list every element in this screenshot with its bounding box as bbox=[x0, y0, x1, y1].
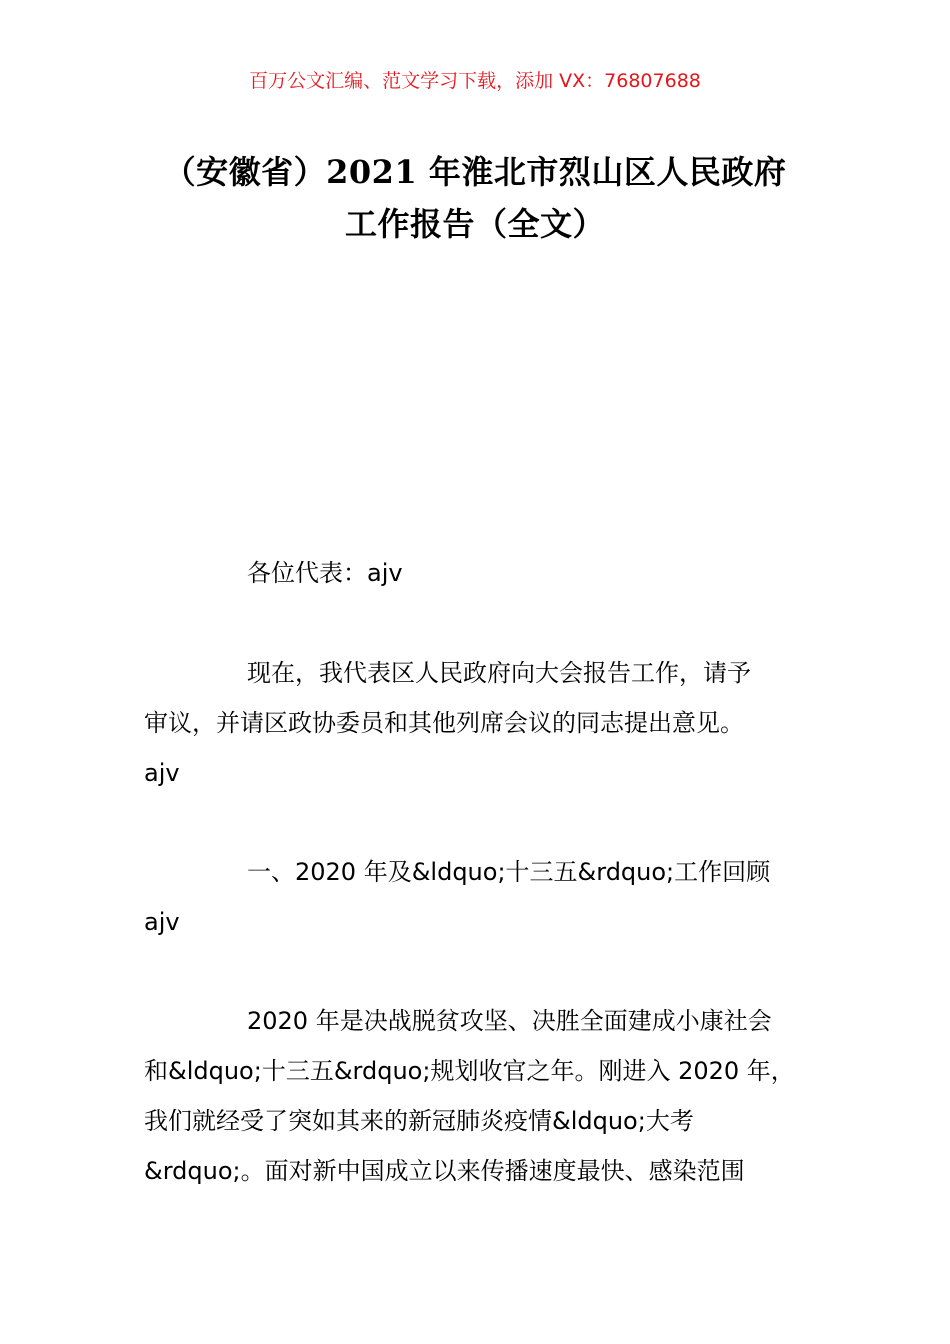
paragraph-1-line-1: 现在，我代表区人民政府向大会报告工作，请予 bbox=[247, 659, 751, 687]
salutation-text: 各位代表：ajv bbox=[247, 559, 403, 587]
section-heading-1-line-1: 一、2020 年及&ldquo;十三五&rdquo;工作回顾 bbox=[247, 858, 771, 886]
paragraph-1-line-2: 审议，并请区政协委员和其他列席会议的同志提出意见。 bbox=[144, 709, 744, 737]
paragraph-2-line-3: 我们就经受了突如其来的新冠肺炎疫情&ldquo;大考 bbox=[144, 1107, 694, 1135]
paragraph-2-line-1: 2020 年是决战脱贫攻坚、决胜全面建成小康社会 bbox=[247, 1007, 772, 1035]
paragraph-2-line-2: 和&ldquo;十三五&rdquo;规划收官之年。刚进入 2020 年， bbox=[144, 1057, 795, 1085]
paragraph-2-line-4: &rdquo;。面对新中国成立以来传播速度最快、感染范围 bbox=[144, 1157, 745, 1185]
document-title-line-2: 工作报告（全文） bbox=[344, 205, 605, 243]
section-heading-1-line-2: ajv bbox=[144, 908, 180, 936]
paragraph-1-line-3: ajv bbox=[144, 759, 180, 787]
header-banner: 百万公文汇编、范文学习下载，添加 VX：76807688 bbox=[249, 70, 701, 92]
document-title-line-1: （安徽省）2021 年淮北市烈山区人民政府 bbox=[163, 153, 787, 191]
